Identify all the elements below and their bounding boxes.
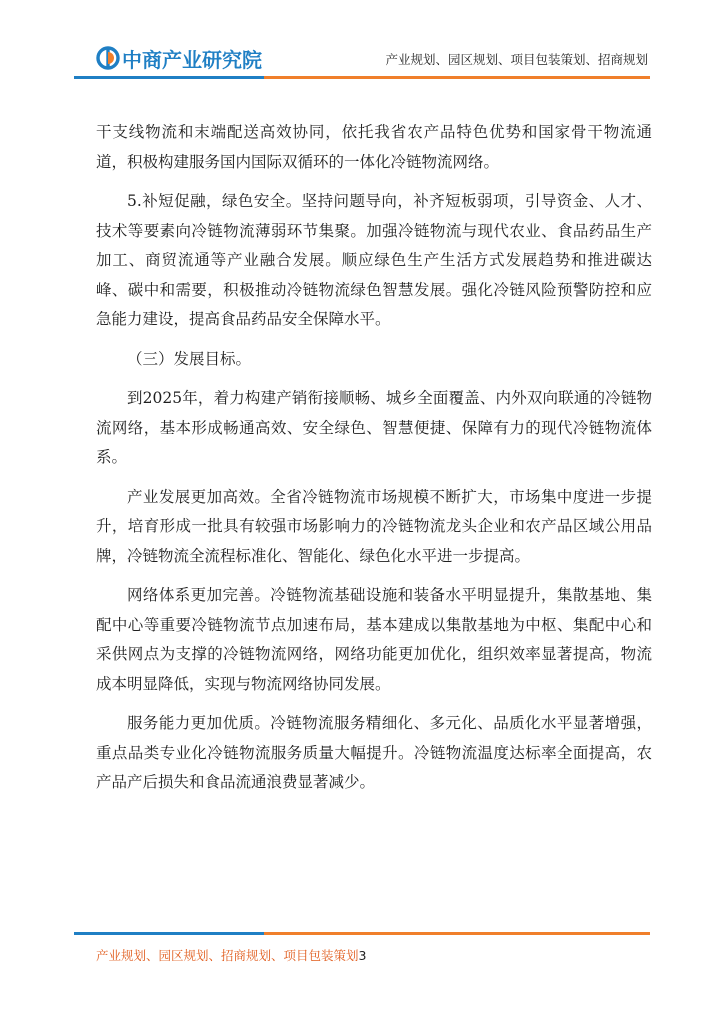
page-number: 3 bbox=[358, 948, 367, 963]
paragraph-continuation: 干支线物流和末端配送高效协同，依托我省农产品特色优势和国家骨干物流通道，积极构建服务国内国际双循环的一体化冷链物流网络。 bbox=[96, 123, 652, 171]
company-logo bbox=[96, 44, 262, 72]
header-divider-orange bbox=[264, 76, 650, 79]
document-body bbox=[96, 118, 652, 808]
footer-divider-orange bbox=[264, 932, 650, 935]
footer-tagline: 产业规划、园区规划、招商规划、项目包装策划 bbox=[96, 948, 359, 963]
paragraph-service-capability: 服务能力更加优质。冷链物流服务精细化、多元化、品质化水平显著增强，重点品类专业化冷链物流服务质量大幅提升。冷链物流温度达标率全面提高，农产品产后损失和食品流通浪费显著减少。 bbox=[96, 714, 652, 791]
section-heading-goals: （三）发展目标。 bbox=[127, 349, 252, 368]
logo-text: 中商产业研究院 bbox=[122, 47, 262, 72]
footer-divider-blue bbox=[74, 932, 264, 935]
paragraph-goal-2025: 到2025年，着力构建产销衔接顺畅、城乡全面覆盖、内外双向联通的冷链物流网络，基本形成畅通高效、安全绿色、智慧便捷、保障有力的现代冷链物流体系。 bbox=[96, 389, 652, 466]
header-tagline: 产业规划、园区规划、项目包装策划、招商规划 bbox=[385, 52, 648, 67]
logo-icon bbox=[96, 46, 120, 70]
header-divider-blue bbox=[74, 76, 264, 79]
paragraph-network-system: 网络体系更加完善。冷链物流基础设施和装备水平明显提升，集散基地、集配中心等重要冷链物流节点加速布局，基本建成以集散基地为中枢、集配中心和采供网点为支撑的冷链物流网络，网络功能更加优化，组织效率显著提高，物流成本明显降低，实现与物流网络协同发展。 bbox=[96, 586, 652, 693]
footer bbox=[96, 946, 366, 964]
paragraph-industry-development: 产业发展更加高效。全省冷链物流市场规模不断扩大，市场集中度进一步提升，培育形成一批具有较强市场影响力的冷链物流龙头企业和农产品区域公用品牌，冷链物流全流程标准化、智能化、绿色化水平进一步提高。 bbox=[96, 487, 652, 565]
paragraph-principle-5: 5.补短促融，绿色安全。坚持问题导向，补齐短板弱项，引导资金、人才、技术等要素向冷链物流薄弱环节集聚。加强冷链物流与现代农业、食品药品生产加工、商贸流通等产业融合发展。顺应绿色生产生活方式发展趋势和推进碳达峰、碳中和需要，积极推动冷链物流绿色智慧发展。强化冷链风险预警防控和应急能力建设，提高食品药品安全保障水平。 bbox=[96, 192, 652, 328]
